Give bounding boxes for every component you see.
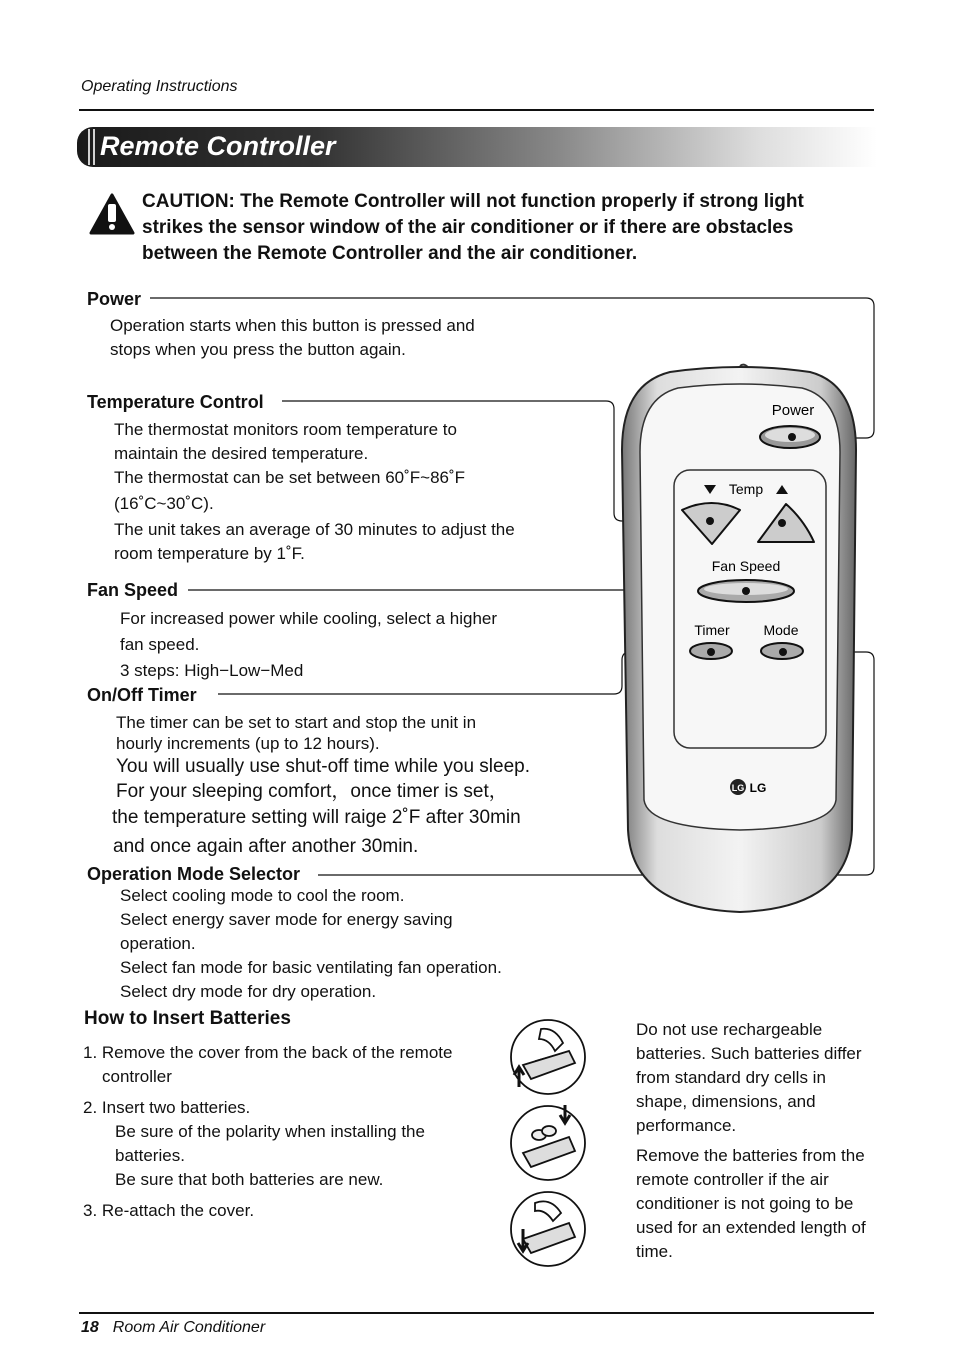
banner-title: Remote Controller <box>100 131 336 161</box>
running-header: Operating Instructions <box>81 78 238 95</box>
battery-step-3: 3. Re-attach the cover. <box>83 1201 255 1220</box>
caution-text: CAUTION: The Remote Controller will not function properly if strong light strikes the sensor window of the air conditioner or if there are obstacles between the Remote Controller and the air conditioner. <box>142 191 804 264</box>
footer-title: Room Air Conditioner <box>112 1319 266 1336</box>
remote-power-label: Power <box>771 402 815 419</box>
footer-rule <box>79 1312 874 1314</box>
timer-heading: On/Off Timer <box>87 685 201 706</box>
battery-illustrations <box>505 1017 595 1267</box>
temperature-heading: Temperature Control <box>87 392 268 413</box>
remote-mode-label: Mode <box>763 622 799 638</box>
remote-fan-label: Fan Speed <box>711 558 781 574</box>
page-number: 18 <box>81 1319 99 1336</box>
battery-notes: Do not use rechargeable batteries. Such batteries differ from standard dry cells in shape, dimensions, and performance. Remove the batteries from the remote controller if the air conditioner is not going to be used for an extended length of time. <box>636 1020 866 1261</box>
lg-logo-mark: LG <box>731 783 745 793</box>
temperature-description: The thermostat monitors room temperature to maintain the desired temperature. The thermostat can be set between 60˚F~86˚F (16˚C~30˚C). The unit takes an average of 30 minutes to adjust the room temperature by 1˚F. <box>114 420 515 563</box>
batteries-heading: How to Insert Batteries <box>84 1008 291 1029</box>
remote-timer-label: Timer <box>694 622 730 638</box>
fan-speed-description: For increased power while cooling, select a higher fan speed. 3 steps: High−Low−Med <box>120 609 498 680</box>
battery-step-1: 1. Remove the cover from the back of the remote controller <box>83 1043 453 1086</box>
mode-description: Select cooling mode to cool the room. Select energy saver mode for energy saving operation. Select fan mode for basic ventilating fan operation. Select dry mode for dry operation. <box>120 886 502 1001</box>
remote-controller-illustration <box>600 360 870 920</box>
battery-step-2: 2. Insert two batteries. Be sure of the polarity when installing the batteries. Be sure that both batteries are new. <box>83 1098 425 1189</box>
power-heading: Power <box>87 289 145 310</box>
fan-speed-heading: Fan Speed <box>87 580 182 601</box>
power-description: Operation starts when this button is pressed and stops when you press the button again. <box>110 316 475 359</box>
mode-heading: Operation Mode Selector <box>87 864 304 885</box>
remote-temp-label: Temp <box>728 481 764 497</box>
timer-description: The timer can be set to start and stop the unit in hourly increments (up to 12 hours). You will usually use shut-off time while you sleep. For your sleeping comfort，once timer is set， the temperature setting will raige 2˚F after 30min and once again after another 30min. <box>112 713 531 857</box>
page-footer <box>81 1319 265 1337</box>
lg-logo-text: LG <box>749 781 767 795</box>
